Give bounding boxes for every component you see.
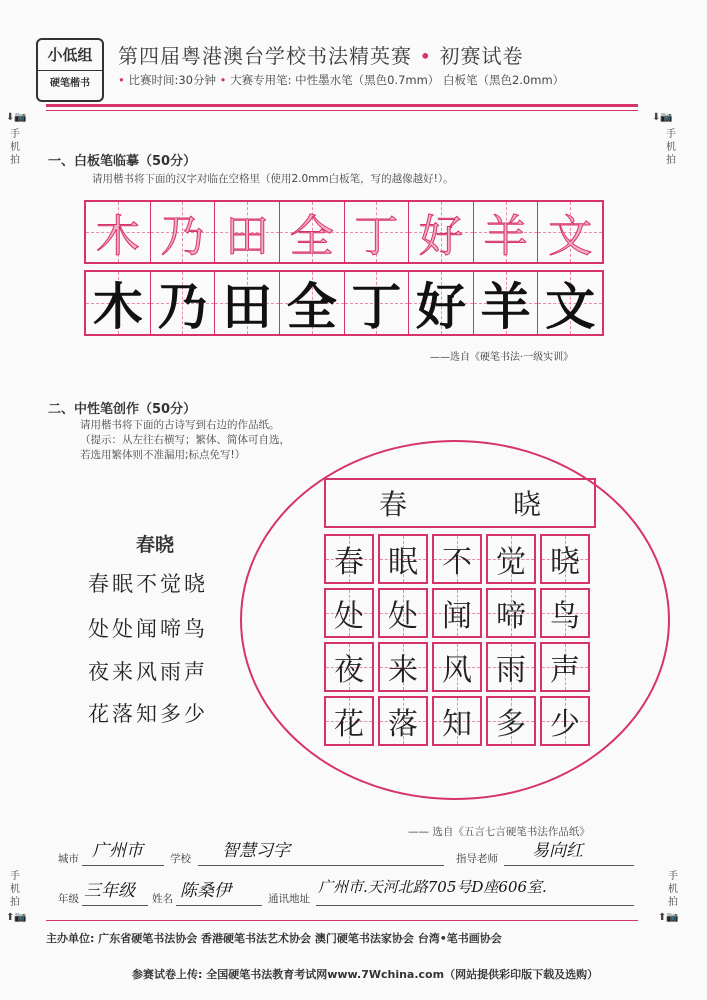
name-value[interactable]: 陈桑伊 [180,881,231,901]
work-cell [432,642,482,692]
city-value[interactable]: 广州市 [92,841,143,861]
model-char: 乃 [160,211,205,262]
exam-time: 比赛时间:30分钟 [128,73,216,87]
work-char: 处 [334,599,364,634]
written-char: 文 [545,278,596,336]
badge-group-label: 小低组 [38,40,102,71]
model-char: 丁 [354,211,399,262]
name-underline [176,905,262,906]
work-title-char: 春 [378,488,407,521]
upload-info: 参赛试卷上传: 全国硬笔书法教育考试网www.7Wchina.com（网站提供彩印版下载及选购） [132,968,599,981]
address-value[interactable]: 广州市.天河北路705号D座606室. [318,878,547,896]
written-char-cell [86,272,151,334]
group-badge [36,38,104,102]
written-char: 好 [415,278,466,336]
work-cell [378,696,428,746]
camera-icon: ⬇📷 [6,112,27,123]
section2-title: 二、中性笔创作（50分） [48,402,197,417]
written-char-cell [215,272,280,334]
written-char-cell [409,272,474,334]
work-char: 多 [496,707,526,742]
school-label: 学校 [170,853,191,865]
model-char: 文 [548,211,593,262]
camera-icon: ⬆📷 [6,912,27,923]
work-char: 知 [442,707,472,742]
work-cell [432,588,482,638]
address-underline [316,905,634,906]
model-char-cell [345,202,410,262]
organizers: 主办单位: 广东省硬笔书法协会 香港硬笔书法艺术协会 澳门硬笔书法家协会 台湾•笔书画协会 [46,932,502,945]
work-char: 夜 [334,653,364,688]
work-cell [432,696,482,746]
model-char: 田 [225,211,270,262]
work-cell [486,642,536,692]
city-label: 城市 [58,853,79,865]
section2-source: —— 选自《五言七言硬笔书法作品纸》 [408,826,590,838]
section1-title: 一、白板笔临摹（50分） [48,154,197,169]
header-rule [46,104,638,107]
model-char-cell [538,202,602,262]
work-cell [540,588,590,638]
teacher-value[interactable]: 易向红 [532,841,583,861]
poem-line: 夜来风雨声 [88,660,208,684]
work-char: 觉 [496,545,526,580]
work-title-char: 晓 [512,488,541,521]
school-underline [198,865,444,866]
work-title-box [324,478,596,528]
work-grid [324,534,596,750]
side-note-right-top: 手机拍 [666,129,676,166]
address-label: 通讯地址 [268,893,310,905]
work-row [324,534,596,584]
camera-icon: ⬆📷 [658,912,679,923]
title-main: 第四届粤港澳台学校书法精英赛 [118,44,412,68]
school-value[interactable]: 智慧习字 [222,841,290,861]
header-rule-thin [46,110,638,111]
subtitle-dot: • [118,73,125,87]
written-char-row [84,270,604,336]
poem-line: 处处闻啼鸟 [88,617,208,641]
work-char: 眠 [388,545,418,580]
poem-title: 春晓 [136,534,175,556]
side-note-left-top: 手机拍 [10,129,20,166]
grade-label: 年级 [58,893,79,905]
model-char-cell [215,202,280,262]
work-row [324,642,596,692]
badge-style-label: 硬笔楷书 [50,78,90,89]
title-dot: • [419,44,433,68]
section1-desc: 请用楷书将下面的汉字对临在空格里（使用2.0mm白板笔，写的越像越好!）。 [92,173,454,185]
model-char-cell [86,202,151,262]
written-char: 木 [92,278,143,336]
work-char: 不 [442,545,472,580]
work-char: 啼 [496,599,526,634]
model-char-cell [409,202,474,262]
exam-title [118,40,524,69]
city-underline [82,865,164,866]
work-char: 花 [334,707,364,742]
written-char-cell [538,272,602,334]
work-cell [324,642,374,692]
section2-desc-line: （提示：从左往右横写；繁体、简体可自选， [80,434,290,446]
work-row [324,588,596,638]
section1-source: ——选自《硬笔书法·一级实训》 [430,352,574,363]
model-char: 羊 [483,211,528,262]
written-char: 田 [222,278,273,336]
poem-line: 花落知多少 [88,702,208,726]
written-char-cell [474,272,539,334]
poem-line: 春眠不觉晓 [88,572,208,596]
model-char: 木 [95,211,140,262]
written-char: 羊 [480,278,531,336]
work-cell [486,534,536,584]
written-char-cell [280,272,345,334]
model-char-cell [151,202,216,262]
work-char: 落 [388,707,418,742]
exam-pens: 大赛专用笔: 中性墨水笔（黑色0.7mm） 白板笔（黑色2.0mm） [230,73,565,87]
subtitle-dot: • [219,73,227,87]
work-cell [540,642,590,692]
written-char-cell [345,272,410,334]
name-label: 姓名 [152,893,173,905]
title-suffix: 初赛试卷 [439,44,524,68]
grade-value[interactable]: 三年级 [84,881,135,901]
model-char-row [84,200,604,264]
work-cell [486,588,536,638]
grade-underline [82,905,148,906]
side-note-left-bottom: 手机拍 [10,871,20,908]
work-row [324,696,596,746]
teacher-underline [504,865,634,866]
work-char: 雨 [496,653,526,688]
section2-desc-line: 若选用繁体则不准漏用;标点免写!） [80,449,246,461]
work-cell [378,534,428,584]
work-cell [324,588,374,638]
model-char: 好 [418,211,463,262]
model-char-cell [474,202,539,262]
written-char: 全 [286,278,337,336]
work-cell [324,696,374,746]
work-char: 处 [388,599,418,634]
work-cell [378,642,428,692]
work-cell [486,696,536,746]
written-char: 丁 [351,278,402,336]
work-cell [540,696,590,746]
written-char-cell [151,272,216,334]
teacher-label: 指导老师 [456,853,498,865]
work-char: 声 [550,653,580,688]
work-char: 来 [388,653,418,688]
side-note-right-bottom: 手机拍 [668,871,678,908]
work-char: 少 [550,707,580,742]
camera-icon: ⬇📷 [652,112,673,123]
work-char: 风 [442,653,472,688]
work-char: 晓 [550,545,580,580]
work-char: 闻 [442,599,472,634]
work-cell [432,534,482,584]
written-char: 乃 [157,278,208,336]
work-cell [378,588,428,638]
section2-desc-line: 请用楷书将下面的古诗写到右边的作品纸。 [80,419,280,431]
exam-subtitle [118,72,564,88]
work-char: 鸟 [550,599,580,634]
model-char-cell [280,202,345,262]
footer-rule [46,920,638,921]
work-cell [324,534,374,584]
work-cell [540,534,590,584]
model-char: 全 [289,211,334,262]
work-char: 春 [334,545,364,580]
